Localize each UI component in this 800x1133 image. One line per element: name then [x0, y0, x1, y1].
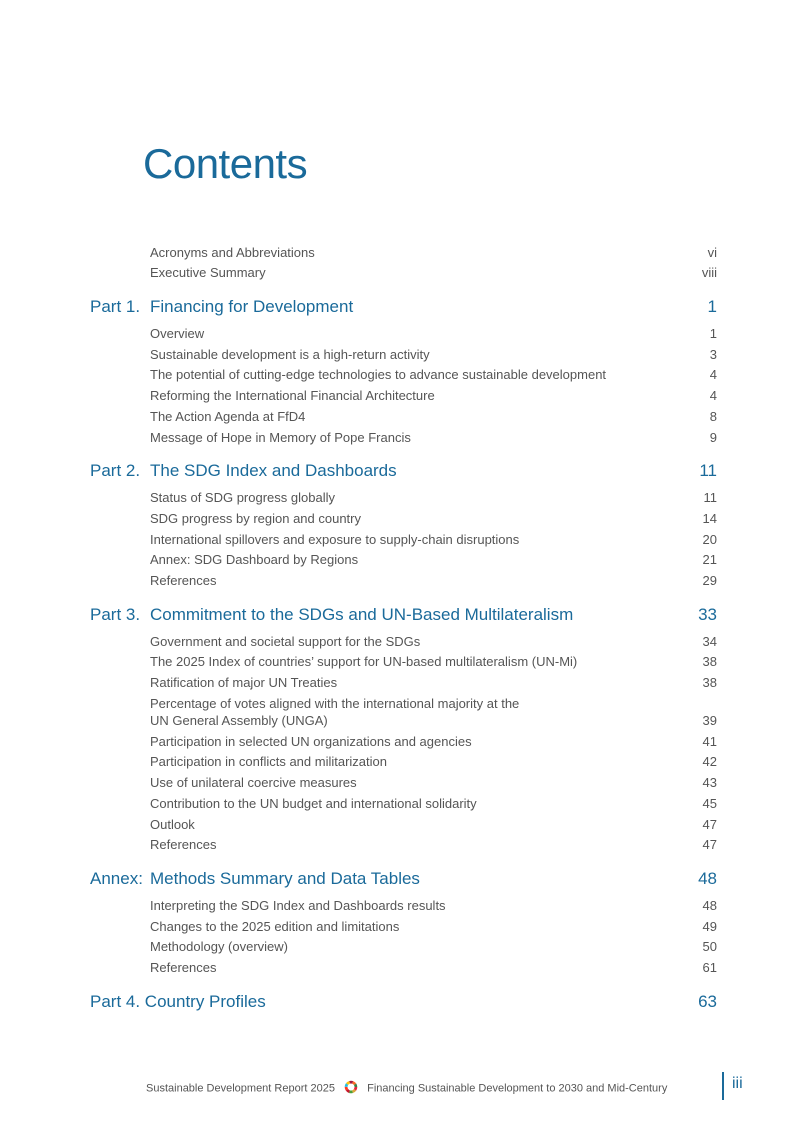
part-page: 63: [698, 992, 717, 1011]
toc-entry-label: References: [150, 960, 217, 975]
toc-entry-label: Participation in selected UN organizations and agencies: [150, 734, 472, 749]
toc-entry-label: Reforming the International Financial Architecture: [150, 388, 435, 403]
toc-entry-label: Status of SDG progress globally: [150, 490, 335, 505]
part-page: 11: [699, 461, 717, 480]
toc-entry-page: 41: [702, 734, 717, 749]
toc-entry-label: Overview: [150, 326, 205, 341]
toc-entry-label-continued: UN General Assembly (UNGA): [150, 713, 328, 728]
toc-entry-label: Annex: SDG Dashboard by Regions: [150, 552, 359, 567]
toc-entry-label: The Action Agenda at FfD4: [150, 409, 306, 424]
part-number: Part 2.: [90, 461, 141, 480]
page-footer: [146, 1075, 743, 1097]
part-page: 1: [707, 297, 717, 316]
toc-entry-page: 14: [702, 511, 717, 526]
toc-entry-label: Changes to the 2025 edition and limitations: [150, 919, 400, 934]
toc-entry-label: Participation in conflicts and militarization: [150, 754, 387, 769]
toc-entry-page: viii: [701, 265, 717, 280]
toc-entry-page: 47: [702, 837, 717, 852]
toc-entry-page: 49: [702, 919, 717, 934]
toc-entry-label: Acronyms and Abbreviations: [150, 245, 315, 260]
toc-entry-page: 42: [702, 754, 717, 769]
part-number: Annex:: [90, 869, 143, 888]
toc-entry-page: 34: [702, 634, 717, 649]
part-title: Commitment to the SDGs and UN-Based Multilateralism: [150, 605, 574, 624]
toc-entry-label: The potential of cutting-edge technologies to advance sustainable development: [150, 367, 607, 382]
toc-entry-page: 39: [702, 713, 717, 728]
page-title: Contents: [143, 140, 308, 187]
toc-entry-page: 38: [702, 675, 717, 690]
part-title: Methods Summary and Data Tables: [150, 869, 420, 888]
part-title: Part 4. Country Profiles: [90, 992, 266, 1011]
toc-entry-label: Percentage of votes aligned with the international majority at the: [150, 696, 520, 711]
toc-entry-label: International spillovers and exposure to supply-chain disruptions: [150, 532, 520, 547]
part-page: 48: [698, 869, 717, 888]
toc-entry-page: 4: [709, 388, 717, 403]
toc-entry-page: 11: [703, 490, 717, 505]
toc-entry-label: Outlook: [150, 817, 195, 832]
part-title: Financing for Development: [150, 297, 354, 316]
toc-entry-page: 50: [702, 939, 717, 954]
toc-entry-page: 8: [709, 409, 717, 424]
toc-entry-page: 47: [702, 817, 717, 832]
part-page: 33: [698, 605, 717, 624]
page-number: iii: [732, 1075, 743, 1092]
toc-entry-page: 43: [702, 775, 717, 790]
part-number: Part 3.: [90, 605, 141, 624]
part-number: Part 1.: [90, 297, 141, 316]
toc-entry-page: vi: [707, 245, 717, 260]
toc-entry-label: The 2025 Index of countries’ support for UN-based multilateralism (UN-Mi): [150, 654, 578, 669]
toc-entry-page: 21: [702, 552, 717, 567]
toc-entry-label: Government and societal support for the SDGs: [150, 634, 421, 649]
toc-entry-label: Interpreting the SDG Index and Dashboards results: [150, 898, 446, 913]
toc-entry-page: 29: [702, 573, 717, 588]
toc-entry-label: Use of unilateral coercive measures: [150, 775, 357, 790]
toc-entry-label: Executive Summary: [150, 265, 266, 280]
toc-entry-label: Ratification of major UN Treaties: [150, 675, 338, 690]
footer-subtitle: Financing Sustainable Development to 2030 and Mid-Century: [367, 1082, 668, 1095]
toc-entry-page: 61: [702, 960, 717, 975]
toc-entry-page: 38: [702, 654, 717, 669]
toc-entry-label: Contribution to the UN budget and international solidarity: [150, 796, 477, 811]
toc-entry-label: References: [150, 573, 217, 588]
toc-entry-label: Message of Hope in Memory of Pope Francis: [150, 430, 411, 445]
footer-divider: [722, 1072, 724, 1100]
toc-entry-label: SDG progress by region and country: [150, 511, 361, 526]
toc-entry-page: 45: [702, 796, 717, 811]
toc-entry-page: 3: [709, 347, 717, 362]
toc-entry-label: Sustainable development is a high-return activity: [150, 347, 430, 362]
toc-entry-label: References: [150, 837, 217, 852]
sdg-wheel-icon: [344, 1080, 358, 1097]
toc-entry-page: 9: [709, 430, 717, 445]
toc-entry-page: 20: [702, 532, 717, 547]
toc-entry-page: 1: [709, 326, 717, 341]
part-title: The SDG Index and Dashboards: [150, 461, 397, 480]
footer-report-title: Sustainable Development Report 2025: [146, 1082, 335, 1095]
toc-entry-label: Methodology (overview): [150, 939, 289, 954]
toc-entry-page: 4: [709, 367, 717, 382]
toc-entry-page: 48: [702, 898, 717, 913]
